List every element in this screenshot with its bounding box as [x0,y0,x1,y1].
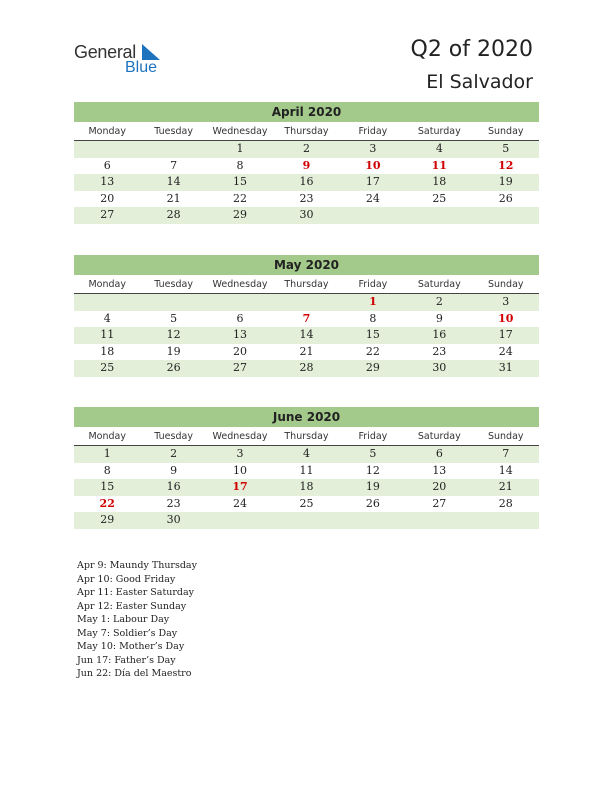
day-cell: 21 [498,480,513,493]
week-row [74,158,539,175]
day-cell: 30 [432,361,447,374]
day-cell: 7 [502,447,510,460]
day-cell: 16 [166,480,181,493]
logo-triangle-icon [142,44,160,60]
day-cell: 21 [166,191,181,205]
page-subtitle: El Salvador [426,71,533,93]
week-row [74,174,539,191]
day-cell: 14 [299,328,314,341]
day-cell [406,207,472,224]
weekday-label: Friday [358,279,388,290]
day-cell: 15 [365,328,380,341]
weekday-label: Thursday [284,431,329,442]
day-cell: 28 [299,361,314,374]
day-cell [473,512,539,529]
day-cell [340,512,406,529]
day-cell: 24 [365,191,380,205]
day-cell: 26 [166,361,181,374]
week-row [74,191,539,208]
day-cell: 11 [299,463,314,477]
day-cell: 17 [365,175,380,188]
day-cell: 6 [103,158,111,172]
holiday-item: Apr 10: Good Friday [77,573,176,585]
day-cell: 24 [498,344,513,358]
day-cell: 6 [435,447,443,460]
day-cell: 15 [100,480,115,493]
holiday-item: Apr 12: Easter Sunday [77,600,187,612]
day-cell: 28 [166,208,181,221]
day-cell: 18 [432,175,447,188]
day-cell: 22 [233,191,248,205]
weekday-label: Tuesday [154,279,193,290]
week-row [74,344,539,361]
day-cell: 5 [170,311,178,325]
day-cell: 22 [365,344,380,358]
holiday-item: Apr 9: Maundy Thursday [77,560,197,571]
day-cell: 13 [432,463,447,477]
weekday-label: Monday [88,431,126,442]
logo-general-text: General [74,42,136,62]
day-cell: 4 [103,311,111,325]
day-cell: 7 [170,158,178,172]
day-cell: 27 [432,496,447,510]
weekday-label: Friday [358,431,388,442]
holiday-day-cell: 22 [99,496,115,510]
month-calendar [74,407,539,529]
day-cell: 25 [432,191,447,205]
week-row [74,479,539,496]
day-cell: 9 [435,311,443,325]
week-row [74,360,539,377]
day-cell: 5 [502,142,510,155]
weekday-label: Sunday [487,431,524,442]
month-title: April 2020 [74,102,539,122]
holiday-item: Apr 11: Easter Saturday [77,587,195,598]
day-cell: 2 [170,447,178,460]
day-cell: 12 [166,328,181,341]
day-cell: 4 [302,447,310,460]
day-cell: 23 [166,496,181,510]
day-cell: 19 [166,344,181,358]
holiday-day-cell: 10 [365,158,381,172]
day-cell: 28 [498,496,513,510]
logo [74,42,158,76]
weekday-label: Wednesday [212,279,268,290]
day-cell: 5 [369,447,377,460]
day-cell: 16 [432,328,447,341]
day-cell: 16 [299,175,314,188]
weekday-header-row [74,275,539,294]
day-cell: 20 [432,480,447,493]
day-cell: 11 [100,328,115,341]
holiday-item: May 10: Mother’s Day [77,641,185,652]
holiday-item: May 1: Labour Day [77,614,170,625]
weekday-label: Thursday [284,126,329,137]
day-cell [74,294,140,311]
weekday-label: Saturday [417,279,461,290]
weekday-label: Wednesday [212,126,268,137]
weekday-label: Saturday [417,431,461,442]
holiday-list [77,559,197,681]
weekday-header-row [74,122,539,141]
day-cell [140,141,206,158]
day-cell: 25 [299,496,314,510]
day-cell: 18 [100,344,115,358]
day-cell: 4 [435,142,443,155]
weekday-label: Sunday [487,126,524,137]
holiday-day-cell: 10 [498,311,514,325]
day-cell: 21 [299,344,314,358]
day-cell: 25 [100,361,115,374]
holiday-day-cell: 9 [302,158,311,172]
week-row [74,512,539,529]
day-cell: 26 [498,191,513,205]
page-title: Q2 of 2020 [410,37,533,62]
day-cell: 8 [103,463,111,477]
day-cell [74,141,140,158]
day-cell: 14 [166,175,181,188]
day-cell [207,294,273,311]
month-calendar [74,255,539,377]
holiday-day-cell: 1 [369,295,377,308]
holiday-item: Jun 17: Father’s Day [77,654,176,666]
week-row [74,311,539,328]
day-cell: 30 [299,208,314,221]
day-cell: 20 [100,191,115,205]
day-cell: 20 [233,344,248,358]
week-row [74,141,539,158]
weekday-label: Thursday [284,279,329,290]
day-cell: 27 [233,361,248,374]
holiday-day-cell: 12 [498,158,514,172]
weekday-label: Wednesday [212,431,268,442]
day-cell: 12 [365,463,380,477]
week-row [74,446,539,463]
day-cell: 29 [100,513,115,526]
month-title: May 2020 [74,255,539,275]
week-row [74,463,539,480]
day-cell: 1 [103,447,111,460]
holiday-day-cell: 11 [431,158,447,172]
day-cell: 13 [100,175,115,188]
day-cell: 29 [233,208,248,221]
weekday-label: Monday [88,126,126,137]
weekday-label: Sunday [487,279,524,290]
day-cell: 6 [236,311,244,325]
day-cell: 27 [100,208,115,221]
week-row [74,294,539,311]
day-cell: 23 [299,191,314,205]
day-cell: 2 [435,295,443,308]
day-cell: 3 [236,447,244,460]
day-cell: 17 [498,328,513,341]
month-title: June 2020 [74,407,539,427]
day-cell: 2 [302,142,310,155]
day-cell: 29 [365,361,380,374]
day-cell [273,512,339,529]
day-cell: 23 [432,344,447,358]
day-cell [207,512,273,529]
day-cell: 8 [369,311,377,325]
weekday-label: Tuesday [154,126,193,137]
day-cell: 19 [498,175,513,188]
day-cell: 24 [233,496,248,510]
day-cell [140,294,206,311]
weekday-label: Monday [88,279,126,290]
day-cell: 1 [236,142,244,155]
day-cell: 14 [498,463,513,477]
holiday-day-cell: 7 [302,311,311,325]
day-cell [473,207,539,224]
day-cell: 10 [233,463,248,477]
day-cell: 13 [233,328,248,341]
holiday-item: May 7: Soldier’s Day [77,627,178,639]
day-cell: 31 [498,361,513,374]
day-cell: 3 [502,295,510,308]
month-calendar [74,102,539,224]
day-cell: 3 [369,142,377,155]
weekday-label: Tuesday [154,431,193,442]
day-cell [273,294,339,311]
holiday-item: Jun 22: Día del Maestro [77,668,192,679]
week-row [74,327,539,344]
day-cell: 9 [170,463,178,477]
weekday-label: Saturday [417,126,461,137]
week-row [74,207,539,224]
day-cell: 19 [365,480,380,493]
day-cell: 30 [166,513,181,526]
day-cell [340,207,406,224]
day-cell: 26 [365,496,380,510]
week-row [74,496,539,513]
logo-blue-text: Blue [125,59,158,76]
weekday-label: Friday [358,126,388,137]
weekday-header-row [74,427,539,446]
day-cell: 18 [299,480,314,493]
day-cell: 8 [236,158,244,172]
holiday-day-cell: 17 [232,480,248,493]
day-cell: 15 [233,175,248,188]
day-cell [406,512,472,529]
